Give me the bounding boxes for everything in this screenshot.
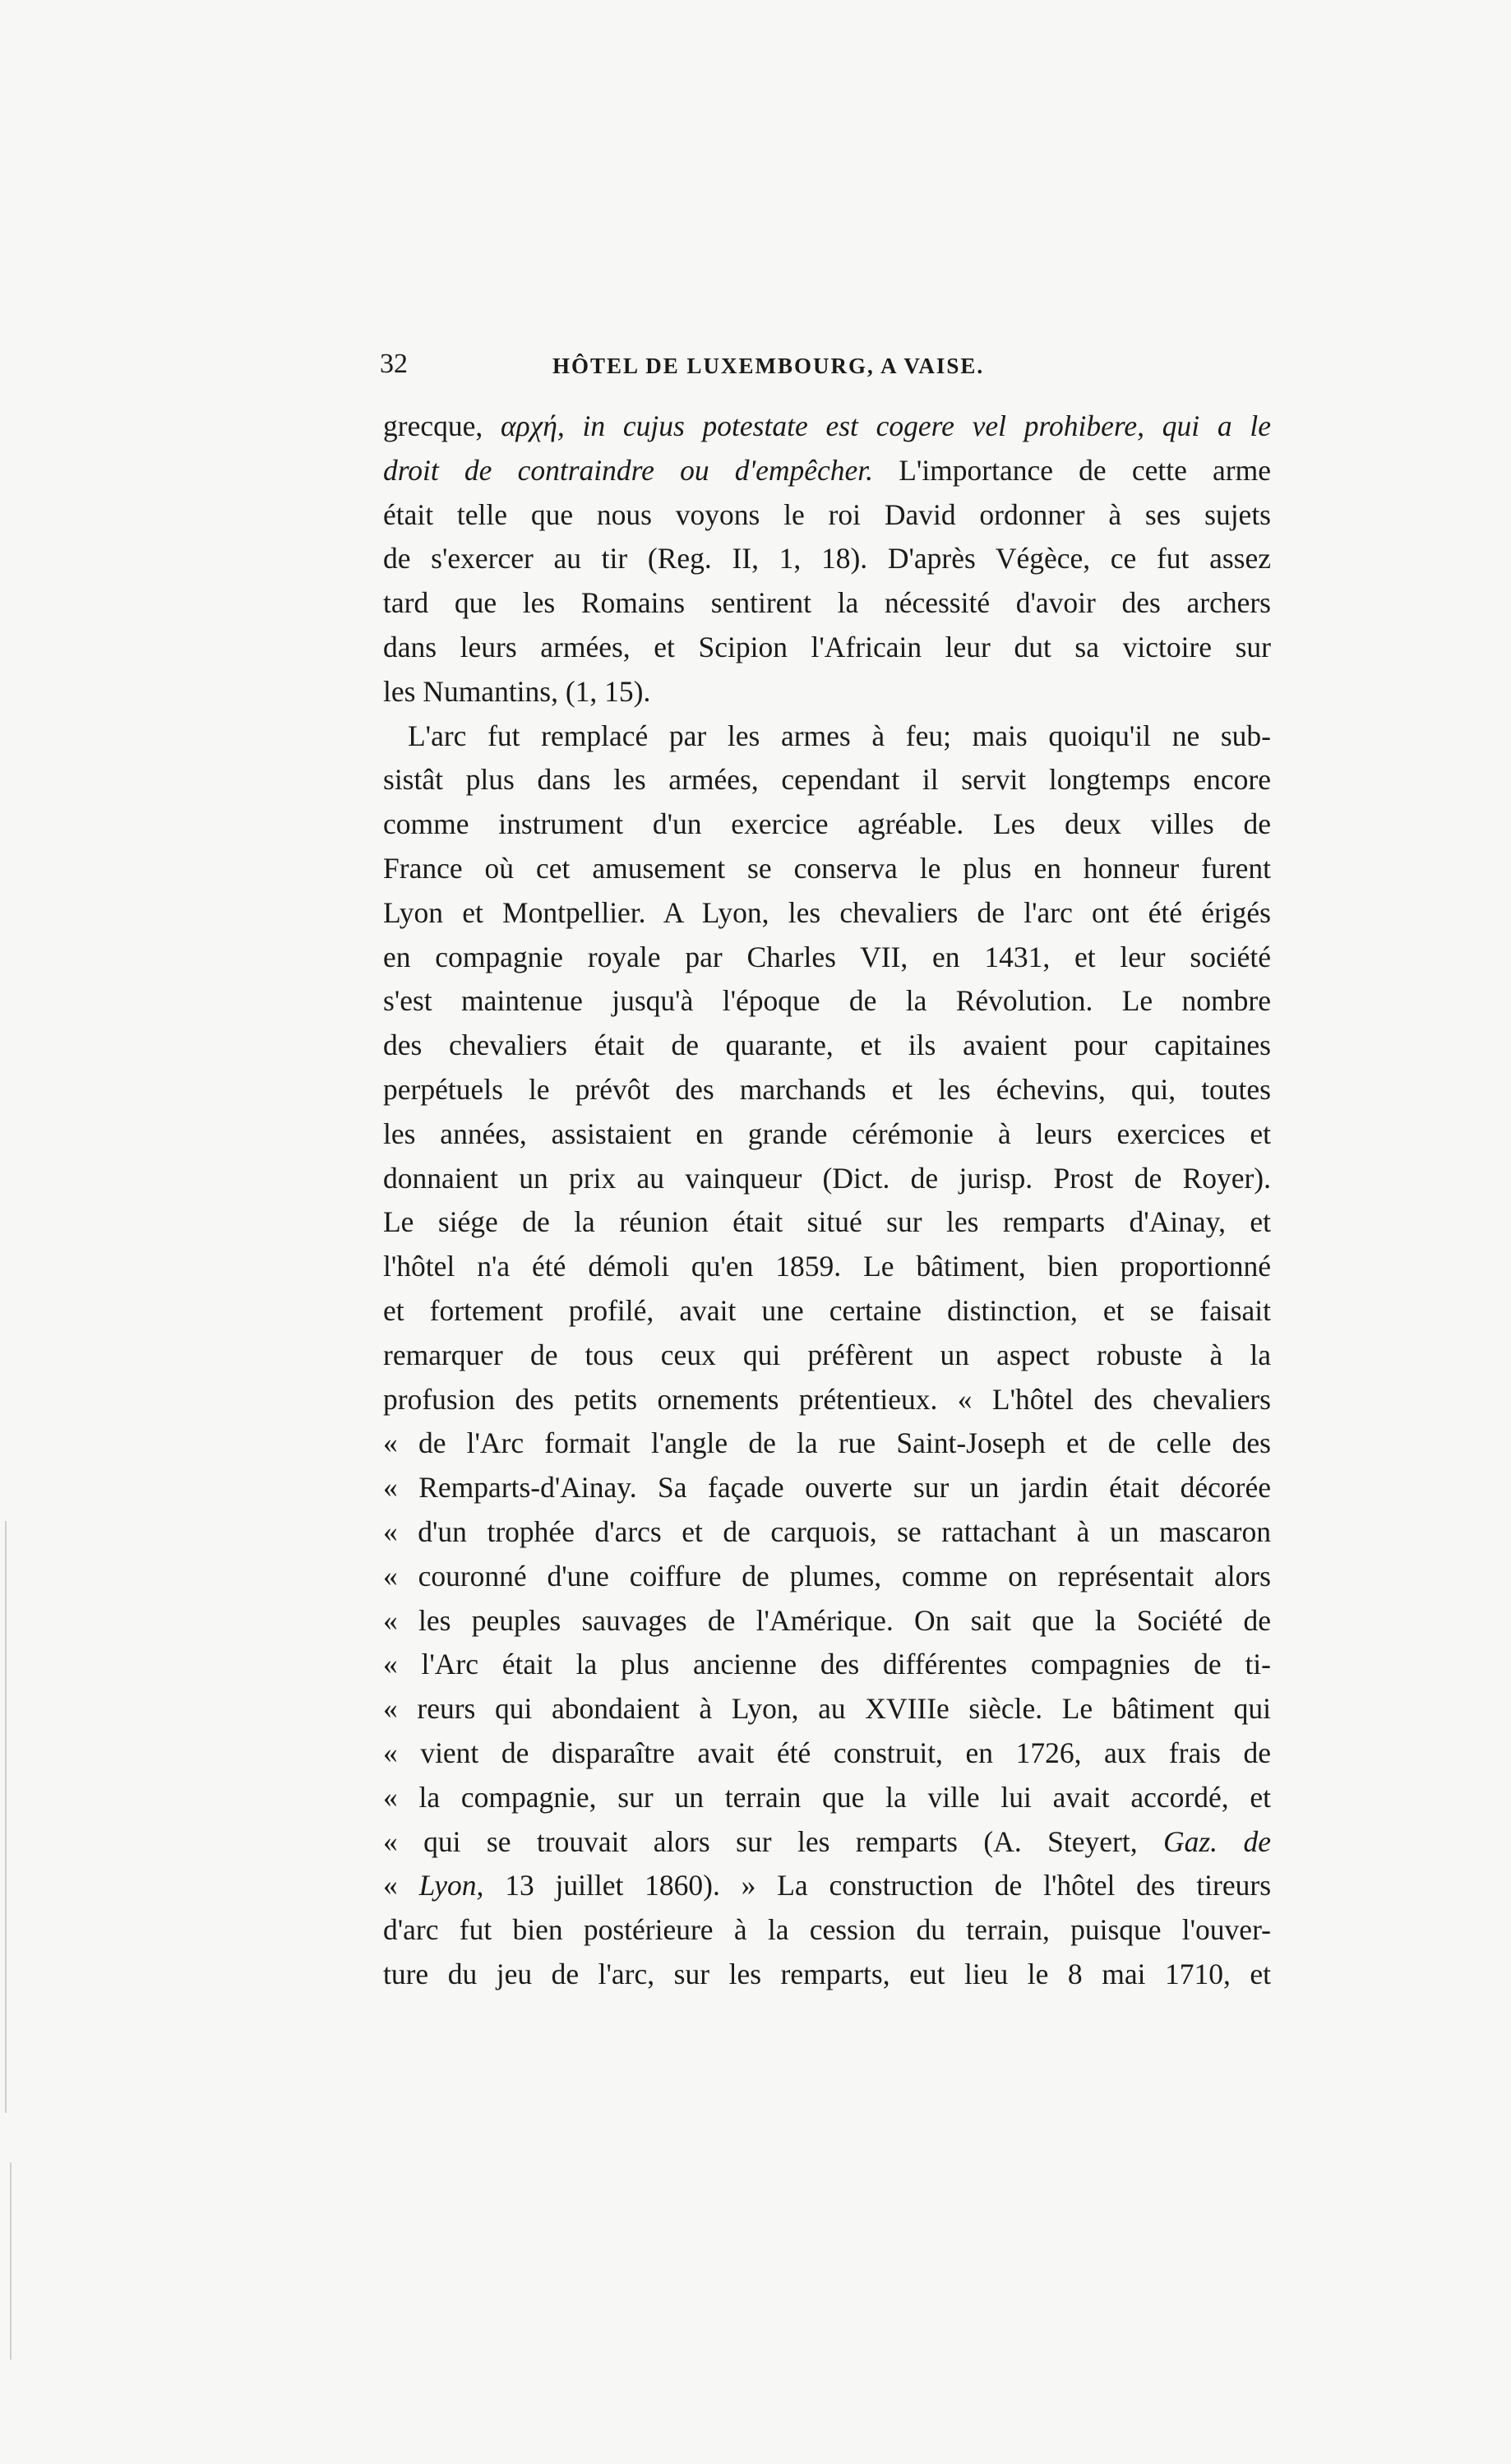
text-line: « qui se trouvait alors sur les remparts (A. Steyert, Gaz. de bbox=[383, 1824, 1271, 1858]
text-line: Lyon et Montpellier. A Lyon, les chevaliers de l'arc ont été érigés bbox=[383, 895, 1271, 929]
body-text bbox=[383, 405, 1271, 1997]
text-line: profusion des petits ornements prétentieux. « L'hôtel des chevaliers bbox=[383, 1382, 1271, 1416]
text-line: « vient de disparaître avait été construit, en 1726, aux frais de bbox=[383, 1736, 1271, 1769]
text-line: « la compagnie, sur un terrain que la ville lui avait accordé, et bbox=[383, 1780, 1271, 1814]
text-line: sistât plus dans les armées, cependant il servit longtemps encore bbox=[383, 763, 1271, 797]
text-line: donnaient un prix au vainqueur (Dict. de jurisp. Prost de Royer). bbox=[383, 1161, 1271, 1195]
scan-margin-line bbox=[5, 1521, 7, 2113]
text-line: France où cet amusement se conserva le plus en honneur furent bbox=[383, 851, 1271, 885]
text-line: remarquer de tous ceux qui préfèrent un aspect robuste à la bbox=[383, 1338, 1271, 1371]
page-header bbox=[380, 349, 1268, 398]
text-line: d'arc fut bien postérieure à la cession du terrain, puisque l'ouver- bbox=[383, 1913, 1271, 1947]
text-line: « Lyon, 13 juillet 1860). » La construction de l'hôtel des tireurs bbox=[383, 1869, 1272, 1902]
text-line: dans leurs armées, et Scipion l'Africain leur dut sa victoire sur bbox=[383, 630, 1271, 663]
running-head: HÔTEL DE LUXEMBOURG, A VAISE. bbox=[552, 354, 985, 378]
text-line: de s'exercer au tir (Reg. II, 1, 18). D'après Végèce, ce fut assez bbox=[383, 542, 1271, 576]
text-line: « Remparts-d'Ainay. Sa façade ouverte sur un jardin était décorée bbox=[383, 1471, 1271, 1505]
text-line: Le siége de la réunion était situé sur les remparts d'Ainay, et bbox=[383, 1205, 1271, 1239]
text-line: « couronné d'une coiffure de plumes, comme on représentait alors bbox=[383, 1559, 1271, 1593]
text-line: « de l'Arc formait l'angle de la rue Saint-Joseph et de celle des bbox=[383, 1426, 1271, 1460]
text-line: tard que les Romains sentirent la nécessité d'avoir des archers bbox=[383, 586, 1271, 620]
text-line: était telle que nous voyons le roi David ordonner à ses sujets bbox=[383, 497, 1271, 531]
text-line: « les peuples sauvages de l'Amérique. On sait que la Société de bbox=[383, 1603, 1271, 1637]
text-line: grecque, αρχή, in cujus potestate est cogere vel prohibere, qui a le bbox=[383, 409, 1271, 442]
text-line: « l'Arc était la plus ancienne des différentes compagnies de ti- bbox=[383, 1648, 1271, 1681]
text-line: « d'un trophée d'arcs et de carquois, se rattachant à un mascaron bbox=[383, 1514, 1271, 1548]
text-line: s'est maintenue jusqu'à l'époque de la Révolution. Le nombre bbox=[383, 984, 1271, 1018]
text-line: comme instrument d'un exercice agréable. Les deux villes de bbox=[383, 807, 1271, 841]
text-line: les Numantins, (1, 15). bbox=[383, 674, 651, 708]
text-line: et fortement profilé, avait une certaine distinction, et se faisait bbox=[383, 1293, 1271, 1327]
text-line: « reurs qui abondaient à Lyon, au XVIIIe siècle. Le bâtiment qui bbox=[383, 1692, 1271, 1726]
text-line: perpétuels le prévôt des marchands et les échevins, qui, toutes bbox=[383, 1072, 1271, 1106]
text-line: les années, assistaient en grande cérémonie à leurs exercices et bbox=[383, 1116, 1271, 1150]
scan-margin-line bbox=[10, 2162, 12, 2360]
text-line: ture du jeu de l'arc, sur les remparts, eut lieu le 8 mai 1710, et bbox=[383, 1957, 1271, 1990]
page-number: 32 bbox=[380, 349, 408, 379]
text-line: droit de contraindre ou d'empêcher. L'importance de cette arme bbox=[383, 453, 1272, 487]
text-line: l'hôtel n'a été démoli qu'en 1859. Le bâtiment, bien proportionné bbox=[383, 1250, 1271, 1283]
text-line: des chevaliers était de quarante, et ils avaient pour capitaines bbox=[383, 1029, 1271, 1062]
text-line: en compagnie royale par Charles VII, en 1431, et leur société bbox=[383, 940, 1271, 973]
text-line: L'arc fut remplacé par les armes à feu; mais quoiqu'il ne sub- bbox=[408, 719, 1271, 752]
